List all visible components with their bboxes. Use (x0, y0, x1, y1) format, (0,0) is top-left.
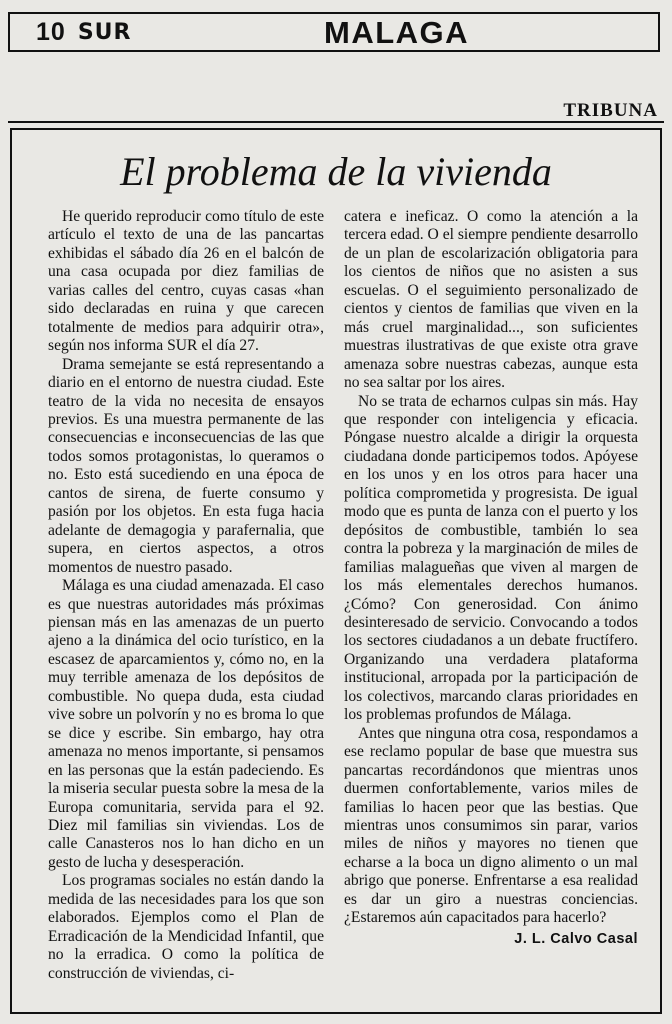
article-column-right (344, 208, 638, 948)
article-paragraph: Málaga es una ciudad amenazada. El caso es que nuestras autoridades más próximas piensan más en las amenazas de un puerto ajeno a la dinámica del ocio turístico, en la escasez de aparcamientos y, cómo no, en la muy terrible amenaza de los depósitos de combustible. No quepa duda, esta ciudad vive sobre un polvorín y no es broma lo que se dice y escribe. Sin embargo, hay otra amenaza no menos importante, si pensamos en las personas que la están padeciendo. Es la miseria secular puesta sobre la mesa de la Europa comunitaria, servida para el 92. Diez mil familias sin viviendas. Los de calle Canasteros nos lo han dicho en un gesto de lucha y desesperación. (48, 577, 324, 871)
article-paragraph: Drama semejante se está representando a diario en el entorno de nuestra ciudad. Este teatro de la vida no necesita de ensayos previos. Es una muestra permanente de las consecuencias e inconsecuencias de las que todos somos protagonistas, lo queramos o no. Esto está sucediendo en una época de cantos de sirena, de fuerte consumo y pasión por los objetos. En esta fuga hacia adelante de demagogia y parafernalia, que supera, en ciertos aspectos, a otros momentos de nuestro pasado. (48, 355, 324, 576)
section-label: TRIBUNA (563, 100, 658, 121)
article-column-left (48, 208, 324, 983)
article-paragraph: Antes que ninguna otra cosa, respondamos a ese reclamo popular de base que muestra sus pancartas recordándonos que mientras unos duermen confortablemente, varios miles de familias lo hacen peor que las bestias. Que mientras unos consumimos sin parar, varios miles de niños y mayores no tienen que echarse a la boca un digno alimento o un mal abrigo que ponerse. Enfrentarse a esa realidad es dar un giro a nuestras conciencias. ¿Estaremos aún capacitados para hacerlo? (344, 724, 638, 927)
article-box (10, 128, 662, 1014)
section-divider (8, 121, 664, 123)
article-paragraph: No se trata de echarnos culpas sin más. Hay que responder con inteligencia y eficacia. Póngase nuestro alcalde a dirigir la orquesta ciudadana donde participemos todos. Apóyese en los unos y en los otros para hacer una política comprometida y progresista. De igual modo que es punta de lanza con el puerto y los depósitos de combustible, también lo sea contra la pobreza y la marginación de miles de familias malagueñas que viven al margen de los más elementales derechos humanos. ¿Cómo? Con generosidad. Con ánimo desinteresado de servicio. Convocando a todos los sectores ciudadanos a un debate fructífero. Organizando una verdadera plataforma institucional, arropada por la participación de los colectivos, marcando claras prioridades en los problemas profundos de Málaga. (344, 392, 638, 724)
newspaper-logo: SUR (77, 19, 132, 45)
article-title: El problema de la vivienda (120, 149, 552, 194)
page-number: 10 (36, 17, 66, 46)
section-title: MALAGA (324, 15, 470, 50)
article-paragraph: catera e ineficaz. O como la atención a la tercera edad. O el siempre pendiente desarrollo de un plan de escolarización obligatoria para los cientos de niños que no asisten a sus escuelas. O el seguimiento personalizado de cientos y cientos de familias que viven en la más cruel marginalidad..., son suficientes muestras ilustrativas de que existe otra grave amenaza sobre nuestras cabezas, aunque esta no sea saltar por los aires. (344, 208, 638, 392)
article-paragraph: He querido reproducir como título de este artículo el texto de una de las pancartas exhibidas el sábado día 26 en el balcón de una casa ocupada por diez familias de varias calles del centro, cuyas casas «han sido declaradas en ruina y que carecen totalmente de medios para adquirir otra», según nos informa SUR el día 27. (48, 208, 324, 355)
article-paragraph: Los programas sociales no están dando la medida de las necesidades para los que son elaborados. Ejemplos como el Plan de Erradicación de la Mendicidad Infantil, que no la erradica. O como la política de construcción de viviendas, ci- (48, 872, 324, 982)
article-byline: J. L. Calvo Casal (514, 930, 638, 947)
page-masthead (8, 12, 660, 52)
